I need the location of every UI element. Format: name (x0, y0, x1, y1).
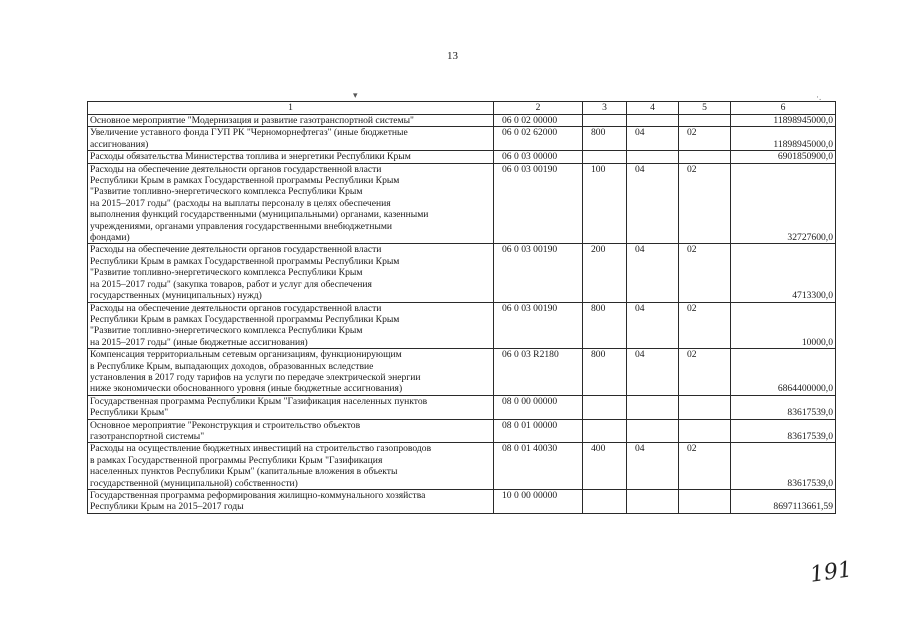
page-number: 13 (447, 50, 458, 62)
column-header: 3 (583, 102, 627, 115)
column-header: 2 (494, 102, 583, 115)
cell-amount: 83617539,0 (731, 419, 836, 443)
scan-mark: ▾ (353, 90, 358, 100)
cell-code: 06 0 02 62000 (494, 127, 583, 151)
table-header-row (88, 102, 836, 115)
cell-c4: 04 (627, 163, 679, 244)
cell-c4: 04 (627, 443, 679, 490)
cell-c3 (583, 395, 627, 419)
cell-c4: 04 (627, 349, 679, 396)
cell-c4 (627, 115, 679, 127)
table-row (88, 443, 836, 490)
cell-c4: 04 (627, 302, 679, 349)
budget-table-body (88, 102, 836, 514)
cell-c5: 02 (679, 127, 731, 151)
budget-table (87, 101, 836, 514)
cell-name: Расходы обязательства Министерства топлива и энергетики Республики Крым (88, 151, 494, 163)
cell-code: 06 0 03 00190 (494, 244, 583, 302)
cell-code: 06 0 03 00000 (494, 151, 583, 163)
cell-code: 08 0 01 00000 (494, 419, 583, 443)
cell-amount: 83617539,0 (731, 443, 836, 490)
cell-c4: 04 (627, 127, 679, 151)
cell-c3 (583, 115, 627, 127)
cell-name: Основное мероприятие "Модернизация и развитие газотранспортной системы" (88, 115, 494, 127)
table-row (88, 395, 836, 419)
cell-amount: 32727600,0 (731, 163, 836, 244)
cell-c5: 02 (679, 443, 731, 490)
cell-c4 (627, 151, 679, 163)
cell-c4 (627, 395, 679, 419)
table-row (88, 244, 836, 302)
cell-amount: 83617539,0 (731, 395, 836, 419)
cell-c3: 800 (583, 302, 627, 349)
table-row (88, 349, 836, 396)
cell-c3: 100 (583, 163, 627, 244)
cell-c3 (583, 151, 627, 163)
cell-code: 06 0 03 00190 (494, 163, 583, 244)
cell-c3 (583, 490, 627, 514)
cell-c5 (679, 395, 731, 419)
cell-amount: 4713300,0 (731, 244, 836, 302)
cell-name: Увеличение уставного фонда ГУП РК "Черноморнефтегаз" (иные бюджетные ассигнования) (88, 127, 494, 151)
column-header: 1 (88, 102, 494, 115)
cell-name: Государственная программа Республики Крым "Газификация населенных пунктов Республики Крым" (88, 395, 494, 419)
cell-c4 (627, 419, 679, 443)
cell-name: Расходы на обеспечение деятельности органов государственной власти Республики Крым в рамках Государственной программы Республики Крым "Развитие топливно-энергетического комплекса Республики Крым на 2015–2017 годы" (иные бюджетные ассигнования) (88, 302, 494, 349)
cell-code: 06 0 03 00190 (494, 302, 583, 349)
cell-c3: 800 (583, 127, 627, 151)
cell-code: 10 0 00 00000 (494, 490, 583, 514)
cell-c5 (679, 151, 731, 163)
cell-c5: 02 (679, 163, 731, 244)
cell-name: Расходы на осуществление бюджетных инвестиций на строительство газопроводов в рамках Государственной программы Республики Крым "Газификация населенных пунктов Республики Крым" (капитальные вложения в объекты государственной (муниципальной) собственности) (88, 443, 494, 490)
cell-c5 (679, 490, 731, 514)
cell-amount: 10000,0 (731, 302, 836, 349)
cell-c3: 200 (583, 244, 627, 302)
column-header: 6 (731, 102, 836, 115)
cell-code: 08 0 01 40030 (494, 443, 583, 490)
cell-c3 (583, 419, 627, 443)
cell-c5: 02 (679, 302, 731, 349)
cell-code: 08 0 00 00000 (494, 395, 583, 419)
table-row (88, 151, 836, 163)
cell-c4: 04 (627, 244, 679, 302)
column-header: 5 (679, 102, 731, 115)
cell-c5: 02 (679, 244, 731, 302)
table-row (88, 419, 836, 443)
table-row (88, 490, 836, 514)
scan-dot: ·. (816, 92, 822, 102)
table-row (88, 302, 836, 349)
cell-amount: 6901850900,0 (731, 151, 836, 163)
table-row (88, 163, 836, 244)
handwritten-page-number: 191 (808, 557, 854, 588)
cell-amount: 8697113661,59 (731, 490, 836, 514)
cell-c5 (679, 419, 731, 443)
cell-amount: 6864400000,0 (731, 349, 836, 396)
table-row (88, 127, 836, 151)
column-header: 4 (627, 102, 679, 115)
cell-name: Расходы на обеспечение деятельности органов государственной власти Республики Крым в рамках Государственной программы Республики Крым "Развитие топливно-энергетического комплекса Республики Крым на 2015–2017 годы" (расходы на выплаты персоналу в целях обеспечения выполнения функций государственными (муниципальными) органами, казенными учреждениями, органами управления государственными внебюджетными фондами) (88, 163, 494, 244)
cell-amount: 11898945000,0 (731, 127, 836, 151)
table-row (88, 115, 836, 127)
cell-c5 (679, 115, 731, 127)
cell-name: Расходы на обеспечение деятельности органов государственной власти Республики Крым в рамках Государственной программы Республики Крым "Развитие топливно-энергетического комплекса Республики Крым на 2015–2017 годы" (закупка товаров, работ и услуг для обеспечения государственных (муниципальных) нужд) (88, 244, 494, 302)
cell-name: Компенсация территориальным сетевым организациям, функционирующим в Республике Крым, выпадающих доходов, образованных вследствие установления в 2017 году тарифов на услуги по передаче электрической энергии ниже экономически обоснованного уровня (иные бюджетные ассигнования) (88, 349, 494, 396)
cell-name: Основное мероприятие "Реконструкция и строительство объектов газотранспортной системы" (88, 419, 494, 443)
cell-c5: 02 (679, 349, 731, 396)
cell-c3: 400 (583, 443, 627, 490)
cell-name: Государственная программа реформирования жилищно-коммунального хозяйства Республики Крым на 2015–2017 годы (88, 490, 494, 514)
cell-c4 (627, 490, 679, 514)
cell-code: 06 0 02 00000 (494, 115, 583, 127)
cell-c3: 800 (583, 349, 627, 396)
cell-code: 06 0 03 R2180 (494, 349, 583, 396)
cell-amount: 11898945000,0 (731, 115, 836, 127)
